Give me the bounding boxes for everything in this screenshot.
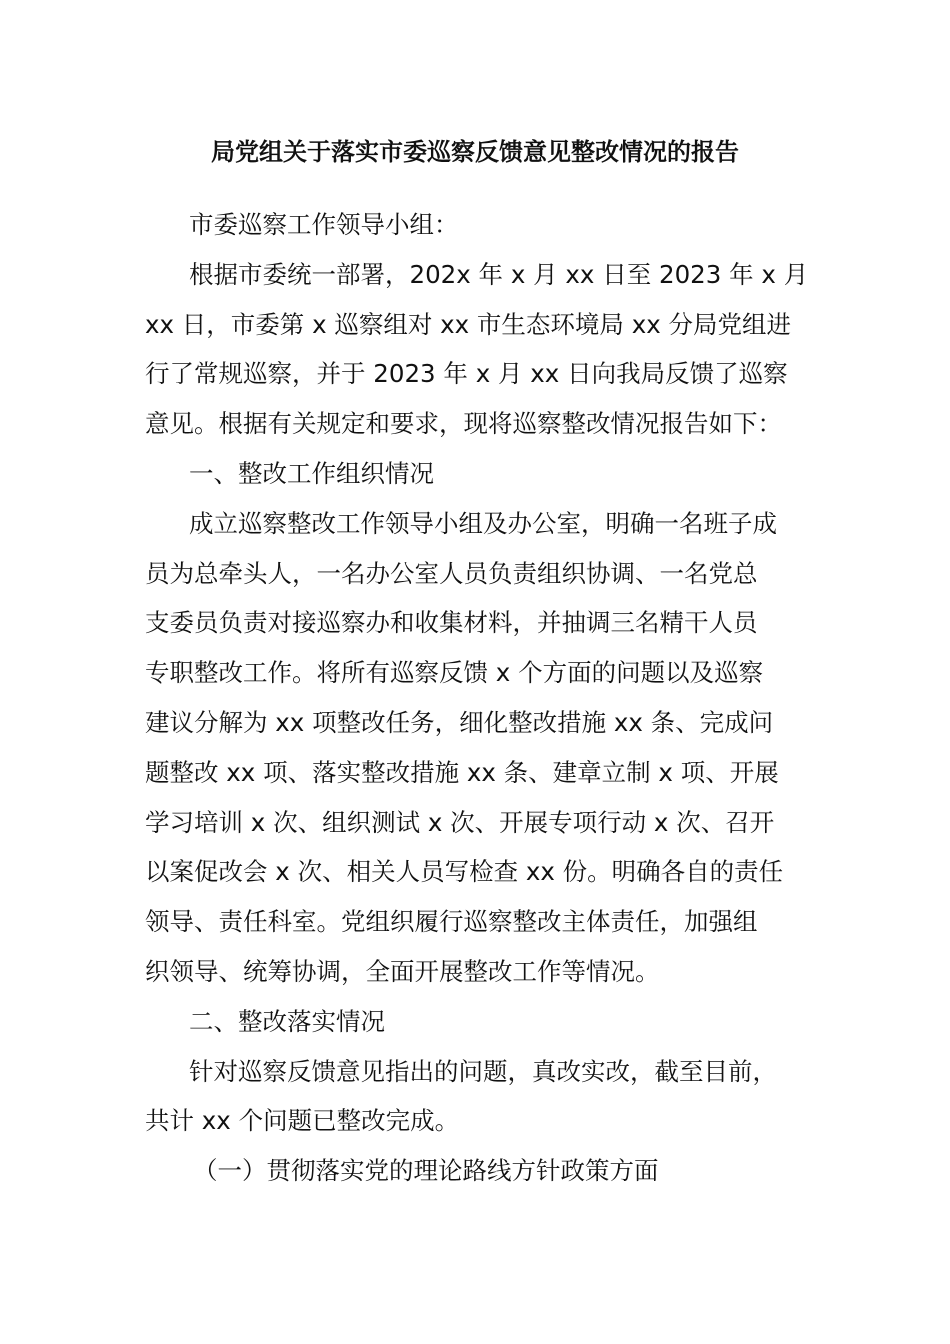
subsection-heading-1: （一）贯彻落实党的理论路线方针政策方面 <box>193 1156 659 1186</box>
section-heading-1: 一、整改工作组织情况 <box>189 458 434 488</box>
paragraph-line: 专职整改工作。将所有巡察反馈 x 个方面的问题以及巡察 <box>145 658 764 688</box>
paragraph-line: 建议分解为 xx 项整改任务，细化整改措施 xx 条、完成问 <box>145 707 774 737</box>
section-heading-2: 二、整改落实情况 <box>189 1006 385 1036</box>
paragraph-line: 成立巡察整改工作领导小组及办公室，明确一名班子成 <box>189 508 777 538</box>
paragraph-line: 员为总牵头人，一名办公室人员负责组织协调、一名党总 <box>145 558 758 588</box>
paragraph-line: 题整改 xx 项、落实整改措施 xx 条、建章立制 x 项、开展 <box>145 757 779 787</box>
salutation-line: 市委巡察工作领导小组： <box>189 210 459 239</box>
paragraph-line: 支委员负责对接巡察办和收集材料，并抽调三名精干人员 <box>145 608 758 638</box>
paragraph-line: 领导、责任科室。党组织履行巡察整改主体责任，加强组 <box>145 907 758 937</box>
document-body <box>145 200 810 1196</box>
paragraph-line: 根据市委统一部署，202x 年 x 月 xx 日至 2023 年 x 月 <box>189 259 809 289</box>
paragraph-line: 学习培训 x 次、组织测试 x 次、开展专项行动 x 次、召开 <box>145 807 775 837</box>
paragraph-line: 行了常规巡察，并于 2023 年 x 月 xx 日向我局反馈了巡察 <box>145 359 788 389</box>
paragraph-line: 以案促改会 x 次、相关人员写检查 xx 份。明确各自的责任 <box>145 857 784 887</box>
paragraph-line: xx 日，市委第 x 巡察组对 xx 市生态环境局 xx 分局党组进 <box>145 309 792 339</box>
paragraph-line: 织领导、统筹协调，全面开展整改工作等情况。 <box>145 956 660 986</box>
paragraph-line: 针对巡察反馈意见指出的问题，真改实改，截至目前， <box>189 1056 777 1086</box>
paragraph-line: 共计 xx 个问题已整改完成。 <box>145 1106 460 1136</box>
document-title: 局党组关于落实市委巡察反馈意见整改情况的报告 <box>211 138 739 166</box>
paragraph-line: 意见。根据有关规定和要求，现将巡察整改情况报告如下： <box>145 409 782 439</box>
